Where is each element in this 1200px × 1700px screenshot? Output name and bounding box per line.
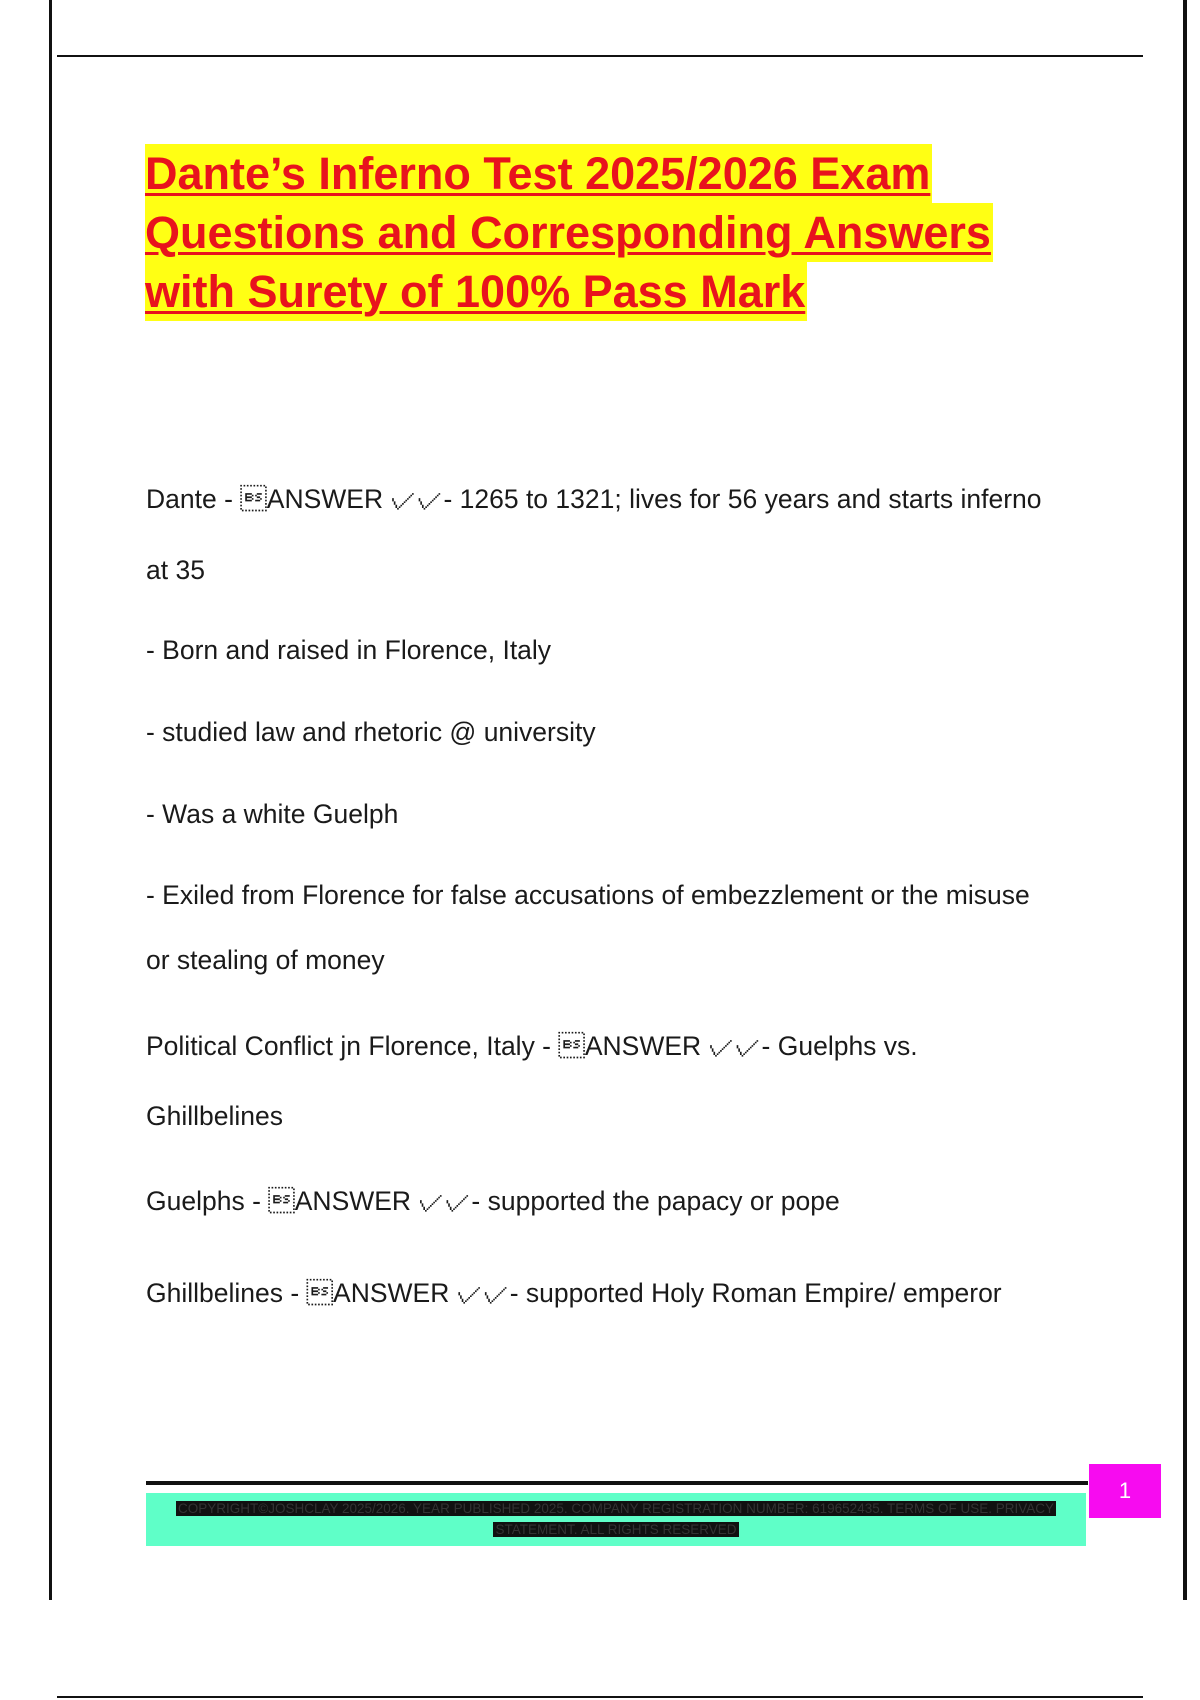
title-line-1: Dante’s Inferno Test 2025/2026 Exam [145,144,932,203]
document-title [145,144,1105,321]
entry-exiled: - Exiled from Florence for false accusations of embezzlement or the misuse [146,880,1030,910]
entry-political-conflict: Political Conflict jn Florence, Italy - ANSWER ✓✓- Guelphs vs. [146,1031,918,1061]
entry-studied-law: - studied law and rhetoric @ university [146,717,596,747]
entry-born-florence: - Born and raised in Florence, Italy [146,635,552,665]
copyright-line-2: STATEMENT. ALL RIGHTS RESERVED [495,1522,737,1537]
entry-dante: Dante - ANSWER ✓✓- 1265 to 1321; lives for 56 years and starts inferno [146,484,1042,514]
entry-ghillbelines: Ghillbelines - ANSWER ✓✓- supported Holy Roman Empire/ emperor [146,1278,1002,1308]
page-number-badge: 1 [1089,1464,1161,1518]
page-bottom-rule [57,1696,1143,1698]
copyright-footer [146,1493,1086,1546]
header-rule [57,55,1143,57]
page-right-border [1183,0,1187,1600]
entry-dante-continued: at 35 [146,555,205,585]
entry-exiled-continued: or stealing of money [146,945,385,975]
title-line-3: with Surety of 100% Pass Mark [145,262,807,321]
entry-guelphs: Guelphs - ANSWER ✓✓- supported the papacy or pope [146,1186,840,1216]
entry-white-guelph: - Was a white Guelph [146,799,399,829]
copyright-line-1: COPYRIGHT©JOSHCLAY 2025/2026. YEAR PUBLISHED 2025. COMPANY REGISTRATION NUMBER: 619652435. TERMS OF USE. PRIVACY [178,1501,1054,1516]
footer-rule [146,1481,1088,1485]
title-line-2: Questions and Corresponding Answers [145,203,993,262]
page-left-border [49,0,52,1600]
entry-political-conflict-continued: Ghillbelines [146,1101,283,1131]
